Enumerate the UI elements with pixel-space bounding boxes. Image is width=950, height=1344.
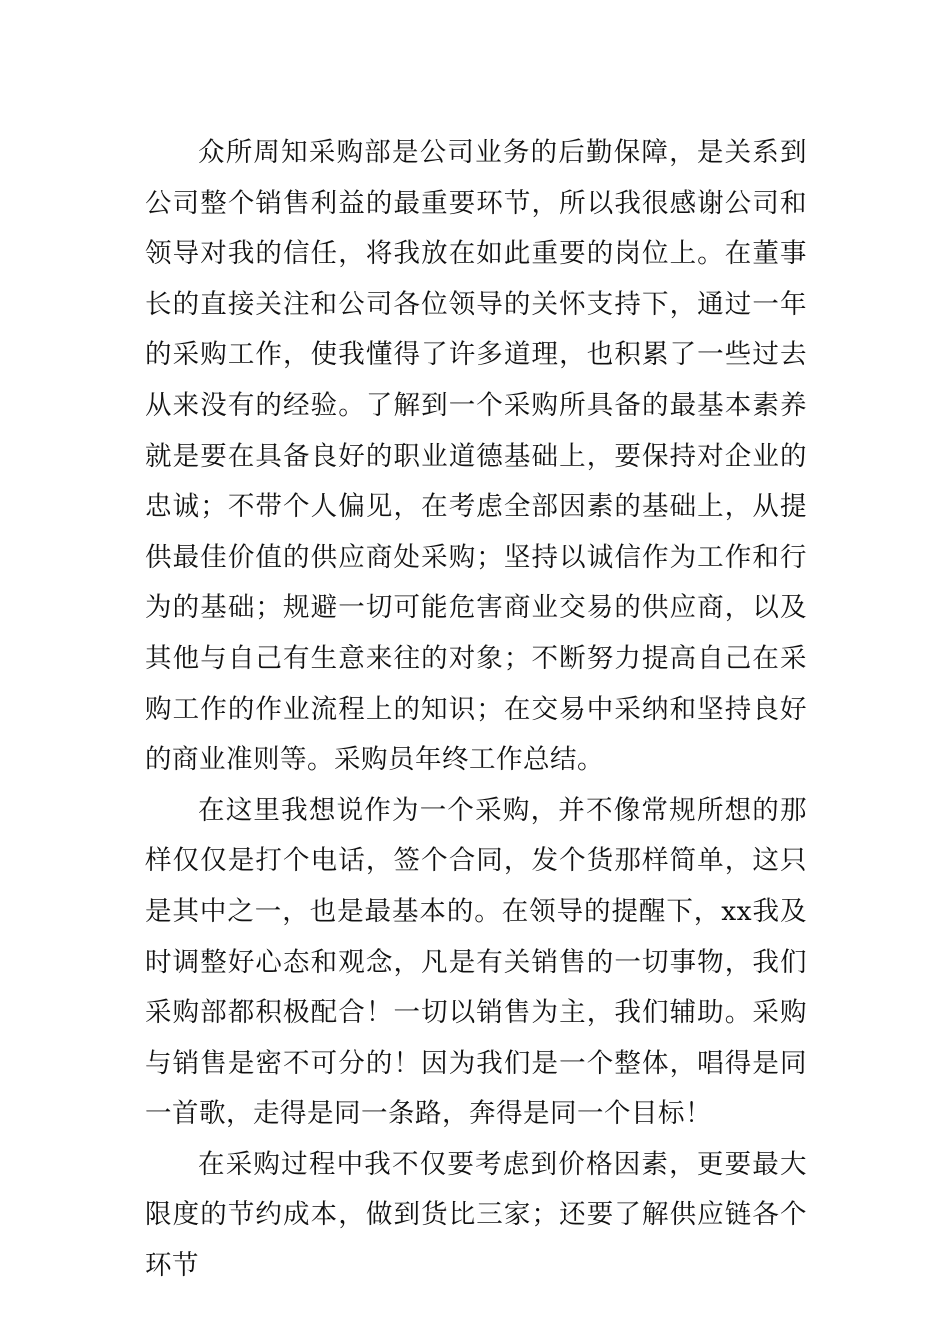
paragraph-3: 在采购过程中我不仅要考虑到价格因素，更要最大限度的节约成本，做到货比三家；还要了解供应链各个环节 — [145, 1148, 807, 1282]
document-body — [145, 128, 807, 1292]
paragraph-2: 在这里我想说作为一个采购，并不像常规所想的那样仅仅是打个电话，签个合同，发个货那样简单，这只是其中之一，也是最基本的。在领导的提醒下，xx我及时调整好心态和观念，凡是有关销售的一切事物，我们采购部都积极配合！一切以销售为主，我们辅助。采购与销售是密不可分的！因为我们是一个整体，唱得是同一首歌，走得是同一条路，奔得是同一个目标！ — [145, 794, 807, 1130]
paragraph-1: 众所周知采购部是公司业务的后勤保障，是关系到公司整个销售利益的最重要环节，所以我很感谢公司和领导对我的信任，将我放在如此重要的岗位上。在董事长的直接关注和公司各位领导的关怀支持下，通过一年的采购工作，使我懂得了许多道理，也积累了一些过去从来没有的经验。了解到一个采购所具备的最基本素养就是要在具备良好的职业道德基础上，要保持对企业的忠诚；不带个人偏见，在考虑全部因素的基础上，从提供最佳价值的供应商处采购；坚持以诚信作为工作和行为的基础；规避一切可能危害商业交易的供应商，以及其他与自己有生意来往的对象；不断努力提高自己在采购工作的作业流程上的知识；在交易中采纳和坚持良好的商业准则等。采购员年终工作总结。 — [145, 137, 807, 776]
